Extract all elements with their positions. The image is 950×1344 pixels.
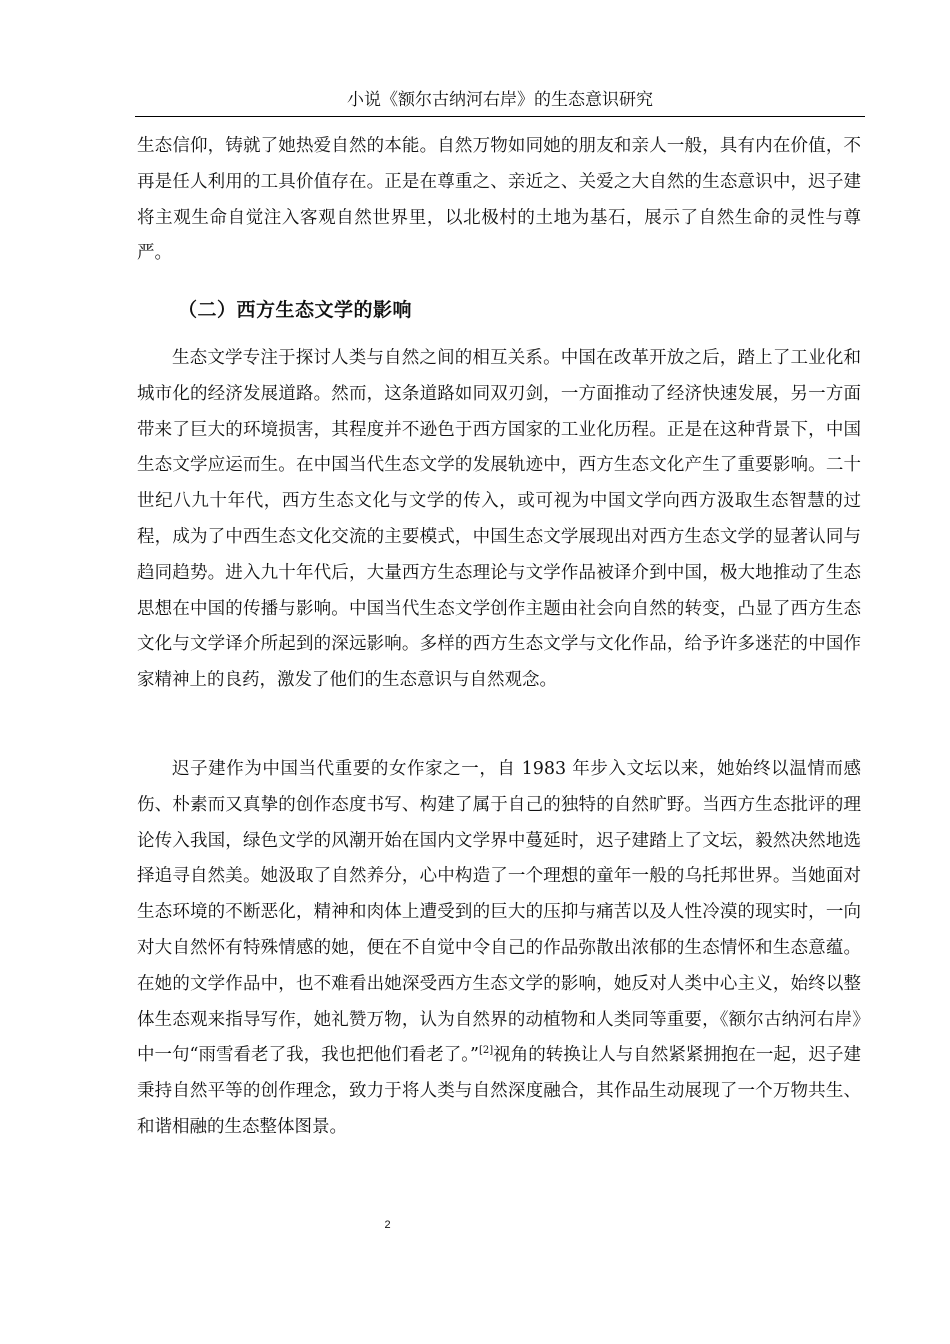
page-number: 2 [384, 1219, 391, 1231]
paragraph-text-after-citation: 视角的转换让人与自然紧紧拥抱在一起，迟子建秉持自然平等的创作理念，致力于将人类与自然深度融合，其作品生动展现了一个万物共生、和谐相融的生态整体图景。 [137, 1045, 861, 1137]
paragraph-western-eco-literature: 生态文学专注于探讨人类与自然之间的相互关系。中国在改革开放之后，踏上了工业化和城市化的经济发展道路。然而，这条道路如同双刃剑，一方面推动了经济快速发展，另一方面带来了巨大的环境损害，其程度并不逊色于西方国家的工业化历程。正是在这种背景下，中国生态文学应运而生。在中国当代生态文学的发展轨迹中，西方生态文化产生了重要影响。二十世纪八九十年代，西方生态文化与文学的传入，或可视为中国文学向西方汲取生态智慧的过程，成为了中西生态文化交流的主要模式，中国生态文学展现出对西方生态文学的显著认同与趋同趋势。进入九十年代后，大量西方生态理论与文学作品被译介到中国，极大地推动了生态思想在中国的传播与影响。中国当代生态文学创作主题由社会向自然的转变，凸显了西方生态文化与文学译介所起到的深远影响。多样的西方生态文学与文化作品，给予许多迷茫的中国作家精神上的良药，激发了他们的生态意识与自然观念。 [137, 348, 861, 691]
section-heading: （二）西方生态文学的影响 [178, 299, 413, 321]
citation-marker: [2] [478, 1045, 494, 1057]
paragraph-continuation: 生态信仰，铸就了她热爱自然的本能。自然万物如同她的朋友和亲人一般，具有内在价值，不再是任人利用的工具价值存在。正是在尊重之、亲近之、关爱之大自然的生态意识中，迟子建将主观生命自觉注入客观自然世界里，以北极村的土地为基石，展示了自然生命的灵性与尊严。 [137, 136, 861, 264]
paragraph-text-before-citation: 迟子建作为中国当代重要的女作家之一，自 1983 年步入文坛以来，她始终以温情而感伤、朴素而又真挚的创作态度书写、构建了属于自己的独特的自然旷野。当西方生态批评的理论传入我国，绿色文学的风潮开始在国内文学界中蔓延时，迟子建踏上了文坛，毅然决然地选择追寻自然美。她汲取了自然养分，心中构造了一个理想的童年一般的乌托邦世界。当她面对生态环境的不断恶化，精神和肉体上遭受到的巨大的压抑与痛苦以及人性冷漠的现实时，一向对大自然怀有特殊情感的她，便在不自觉中令自己的作品弥散出浓郁的生态情怀和生态意蕴。在她的文学作品中，也不难看出她深受西方生态文学的影响，她反对人类中心主义，始终以整体生态观来指导写作，她礼赞万物，认为自然界的动植物和人类同等重要，《额尔古纳河右岸》中一句“雨雪看老了我，我也把他们看老了。” [137, 759, 861, 1066]
paragraph-chi-zijian [137, 752, 861, 1146]
running-header [135, 88, 865, 117]
running-header-title: 小说《额尔古纳河右岸》的生态意识研究 [347, 90, 653, 110]
